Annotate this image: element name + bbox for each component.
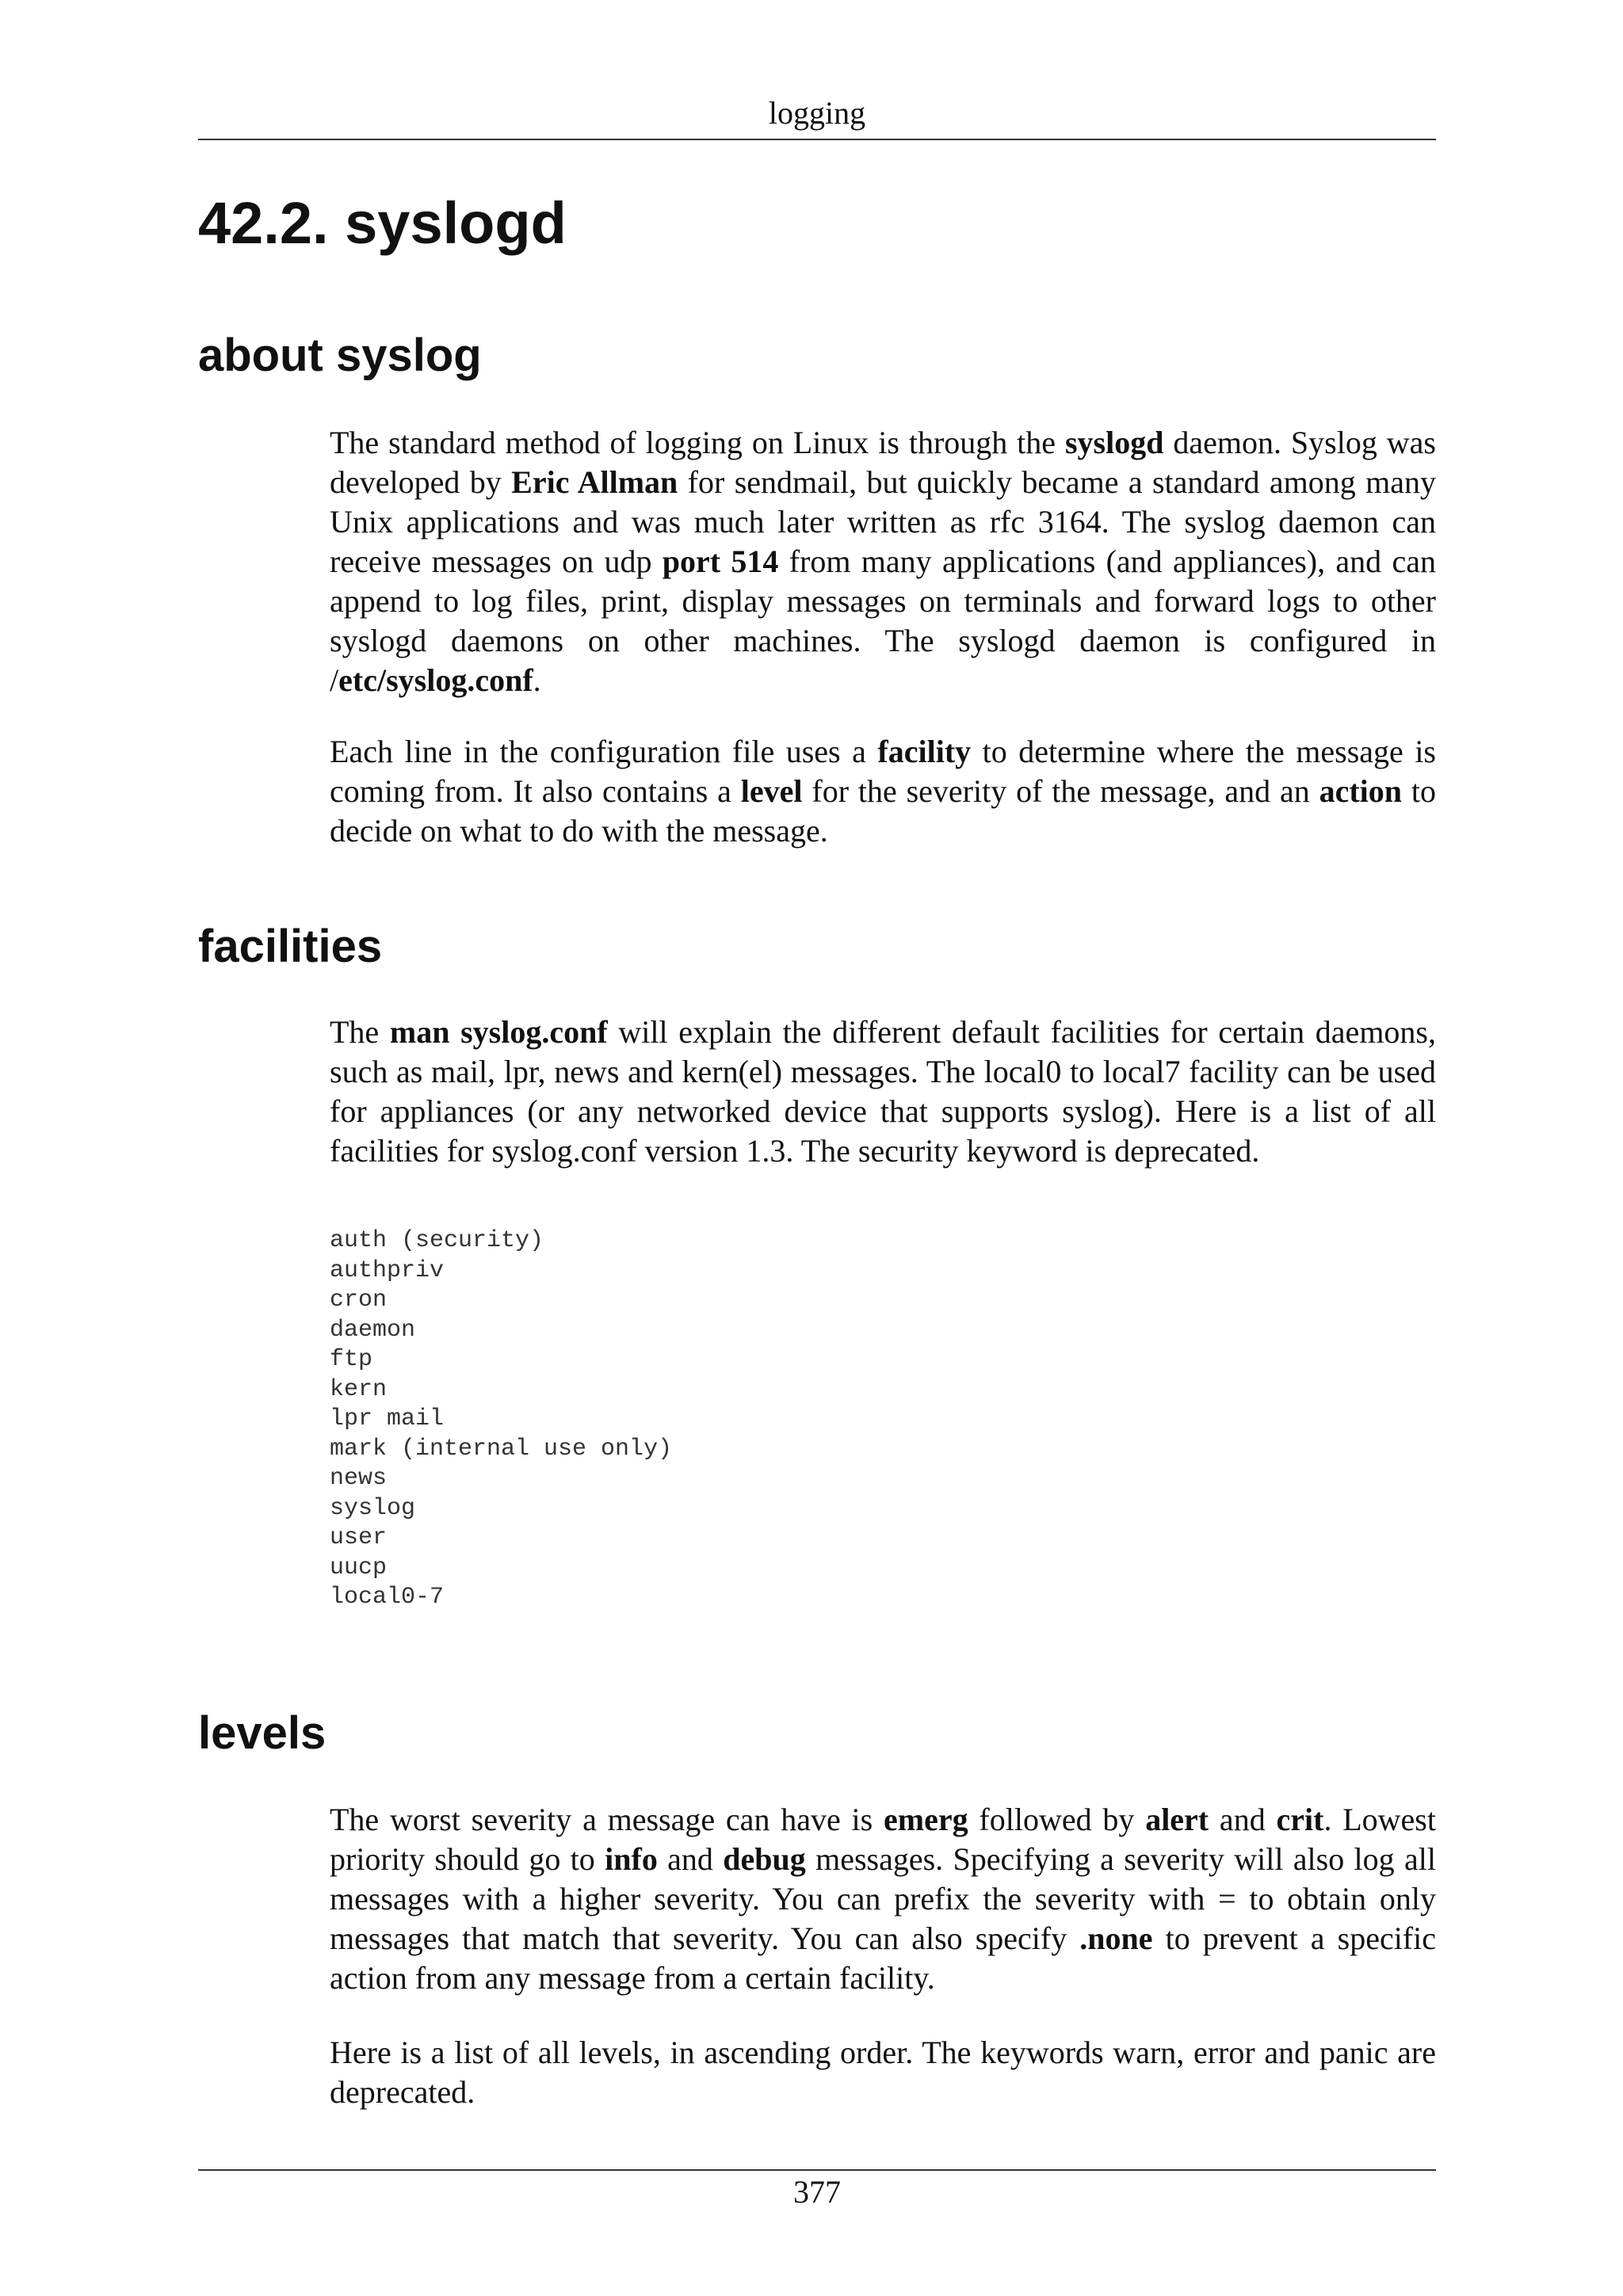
- text-run: to decide on what to do with the message.: [330, 773, 1436, 849]
- bold-man-syslog-conf: man syslog.conf: [389, 1014, 608, 1050]
- text-run: .: [533, 662, 541, 698]
- text-run: followed by: [968, 1802, 1146, 1837]
- code-line: syslog: [330, 1494, 416, 1522]
- bold-emerg: emerg: [884, 1802, 968, 1837]
- text-run: to prevent a specific action from any message from a certain facility.: [330, 1920, 1436, 1996]
- bold-eric-allman: Eric Allman: [511, 464, 678, 500]
- bold-none: .none: [1079, 1920, 1153, 1956]
- code-line: authpriv: [330, 1257, 445, 1284]
- facilities-paragraph: [330, 1013, 1436, 1171]
- text-run: daemon. Syslog was developed by: [330, 425, 1436, 500]
- document-page: [198, 0, 1436, 2296]
- code-line: cron: [330, 1287, 388, 1314]
- code-line: local0-7: [330, 1584, 445, 1611]
- facilities-code-block: [330, 1226, 672, 1613]
- bold-debug: debug: [723, 1841, 806, 1877]
- bold-facility: facility: [877, 734, 972, 769]
- code-line: daemon: [330, 1316, 416, 1344]
- text-run: to determine where the message is coming from. It also contains a: [330, 734, 1436, 809]
- header-rule: [198, 139, 1436, 140]
- bold-config-path: etc/syslog.conf: [338, 662, 533, 698]
- heading-levels: levels: [198, 1707, 327, 1759]
- text-run: . Lowest priority should go to: [330, 1802, 1436, 1877]
- about-paragraph-1: [330, 423, 1436, 700]
- bold-syslogd: syslogd: [1064, 425, 1164, 460]
- levels-paragraph-1: [330, 1800, 1436, 1998]
- text-run: and: [657, 1841, 724, 1877]
- about-paragraph-2: [330, 732, 1436, 851]
- code-line: user: [330, 1524, 388, 1551]
- bold-crit: crit: [1276, 1802, 1324, 1837]
- heading-facilities: facilities: [198, 921, 383, 972]
- code-line: mark (internal use only): [330, 1435, 673, 1463]
- heading-about-syslog: about syslog: [198, 330, 482, 381]
- text-run: for sendmail, but quickly became a standard among many Unix applications and was much later written as rfc 3164. The syslog daemon can receive messages on udp: [330, 464, 1436, 579]
- footer-rule: [198, 2169, 1436, 2171]
- text-run: The: [330, 1014, 390, 1050]
- bold-info: info: [605, 1841, 658, 1877]
- text-run: messages. Specifying a severity will also log all messages with a higher severity. You can prefix the severity with = to obtain only messages that match that severity. You can also specify: [330, 1841, 1436, 1956]
- code-line: uucp: [330, 1554, 388, 1581]
- code-line: kern: [330, 1375, 388, 1403]
- code-line: auth (security): [330, 1227, 544, 1254]
- bold-port-514: port 514: [662, 543, 779, 579]
- text-run: will explain the different default facilities for certain daemons, such as mail, lpr, news and kern(el) messages. The local0 to local7 facility can be used for appliances (or any networked device that supports syslog). Here is a list of all facilities for syslog.conf version 1.3. The security keyword is deprecated.: [330, 1014, 1436, 1169]
- text-run: and: [1209, 1802, 1277, 1837]
- code-line: news: [330, 1465, 388, 1492]
- code-line: lpr mail: [330, 1405, 445, 1432]
- text-run: from many applications (and appliances), and can append to log files, print, display messages on terminals and forward logs to other syslogd daemons on other machines. The syslogd daemon is configured in /: [330, 543, 1436, 698]
- running-header: logging: [768, 95, 866, 131]
- text-run: for the severity of the message, and an: [802, 773, 1319, 809]
- page-number: 377: [793, 2174, 841, 2210]
- text-run: The standard method of logging on Linux is through the: [330, 425, 1065, 460]
- code-line: ftp: [330, 1346, 373, 1373]
- text-run: The worst severity a message can have is: [330, 1802, 884, 1837]
- text-run: Each line in the configuration file uses a: [330, 734, 878, 769]
- bold-action: action: [1319, 773, 1403, 809]
- bold-level: level: [740, 773, 803, 809]
- bold-alert: alert: [1145, 1802, 1209, 1837]
- levels-paragraph-2: Here is a list of all levels, in ascending order. The keywords warn, error and panic are deprecated.: [330, 2035, 1436, 2110]
- section-title: 42.2. syslogd: [198, 190, 567, 256]
